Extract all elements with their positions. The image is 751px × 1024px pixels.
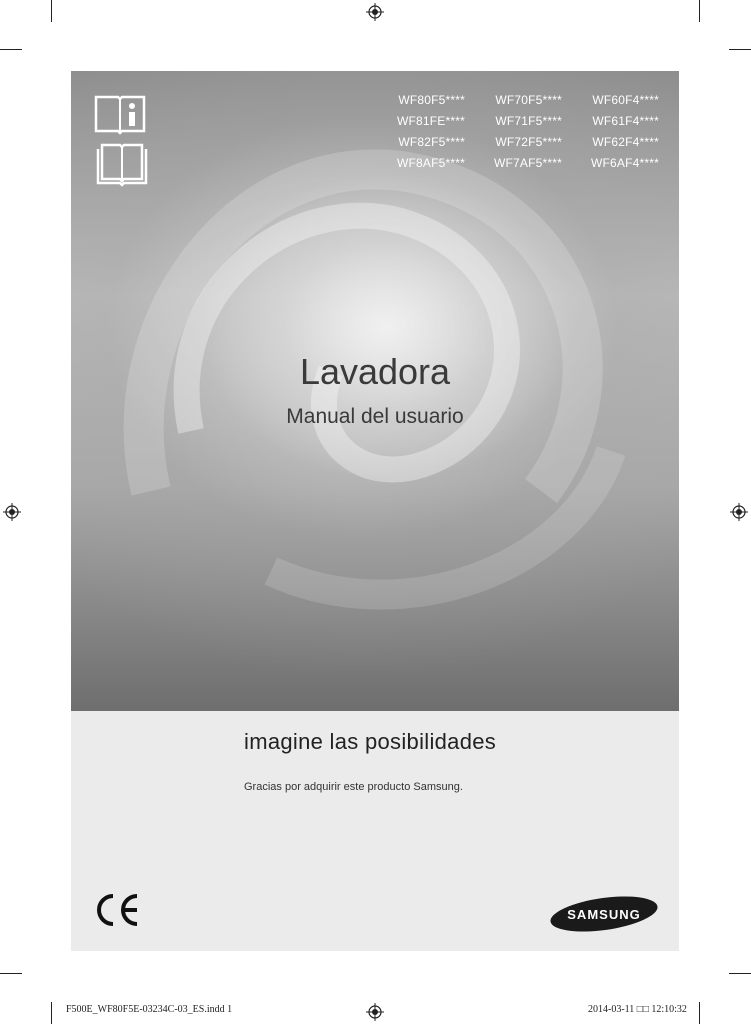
document-subtitle: Manual del usuario bbox=[286, 405, 464, 428]
model-number: WF80F5**** bbox=[398, 93, 465, 107]
crop-mark bbox=[699, 1002, 700, 1024]
crop-mark bbox=[729, 973, 751, 974]
samsung-wordmark: SAMSUNG bbox=[567, 907, 641, 922]
registration-mark-icon bbox=[366, 3, 384, 21]
model-number: WF6AF4**** bbox=[590, 156, 659, 170]
file-slug: F500E_WF80F5E-03234C-03_ES.indd 1 bbox=[66, 1004, 233, 1015]
model-number: WF8AF5**** bbox=[396, 156, 465, 170]
crop-mark bbox=[729, 49, 751, 50]
info-book-icon bbox=[94, 93, 146, 135]
crop-mark bbox=[51, 1002, 52, 1024]
thanks-text: Gracias por adquirir este producto Samsung. bbox=[244, 781, 463, 793]
model-number: WF82F5**** bbox=[398, 135, 465, 149]
registration-mark-icon bbox=[366, 1003, 384, 1021]
crop-mark bbox=[699, 0, 700, 22]
cover-footer-band bbox=[71, 711, 679, 951]
crop-mark bbox=[51, 0, 52, 22]
crop-mark bbox=[0, 49, 22, 50]
crop-mark bbox=[0, 973, 22, 974]
model-number: WF72F5**** bbox=[495, 135, 562, 149]
model-number: WF81FE**** bbox=[396, 114, 465, 128]
open-book-icon bbox=[94, 141, 150, 187]
model-number: WF7AF5**** bbox=[493, 156, 562, 170]
model-number: WF60F4**** bbox=[592, 93, 659, 107]
model-number: WF71F5**** bbox=[495, 114, 562, 128]
model-number: WF61F4**** bbox=[592, 114, 659, 128]
model-number: WF70F5**** bbox=[495, 93, 562, 107]
ce-mark-icon bbox=[93, 892, 141, 928]
model-number: WF62F4**** bbox=[592, 135, 659, 149]
print-datetime: 2014-03-11 □□ 12:10:32 bbox=[588, 1004, 687, 1015]
samsung-logo bbox=[549, 895, 659, 933]
registration-mark-icon bbox=[3, 503, 21, 521]
model-list bbox=[368, 91, 659, 173]
document-title: Lavadora bbox=[299, 351, 451, 392]
registration-mark-icon bbox=[730, 503, 748, 521]
cover-image bbox=[71, 71, 679, 711]
tagline: imagine las posibilidades bbox=[244, 729, 497, 754]
